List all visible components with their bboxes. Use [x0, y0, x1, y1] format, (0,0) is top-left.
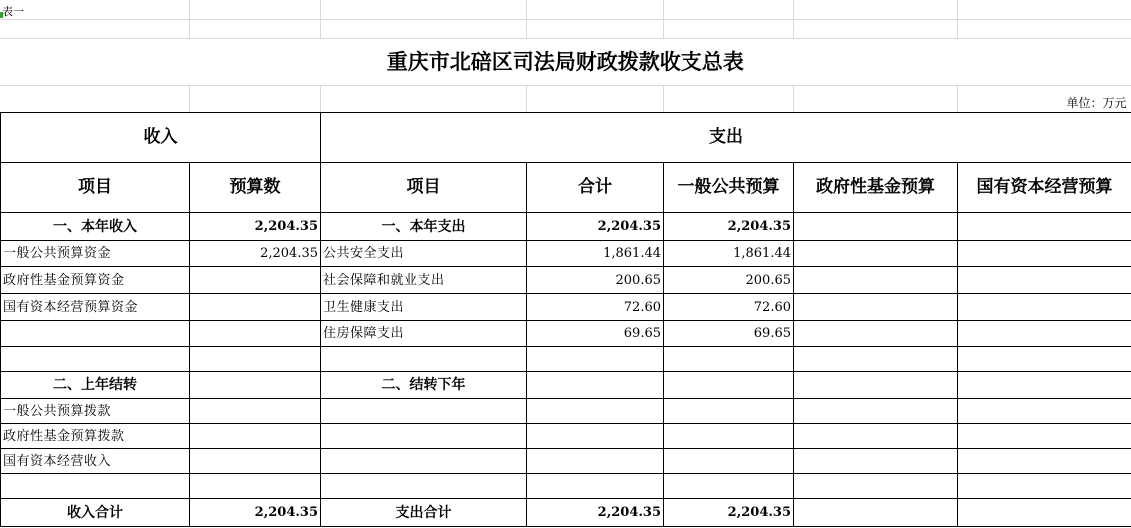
- income-item-cell[interactable]: [1, 321, 190, 347]
- cell[interactable]: [793, 0, 957, 19]
- expense-item-cell[interactable]: 卫生健康支出: [321, 294, 527, 321]
- gov-fund-cell[interactable]: [794, 267, 958, 294]
- total-cell[interactable]: 72.60: [527, 294, 664, 321]
- gov-fund-cell[interactable]: [794, 321, 958, 347]
- total-cell[interactable]: 2,204.35: [527, 499, 664, 527]
- gov-fund-cell[interactable]: [794, 241, 958, 267]
- income-item-cell[interactable]: 政府性基金预算拨款: [1, 424, 190, 449]
- table-row: [1, 474, 1131, 499]
- cell[interactable]: [0, 85, 189, 112]
- general-public-cell[interactable]: 1,861.44: [664, 241, 794, 267]
- gov-fund-cell[interactable]: [794, 347, 958, 372]
- gov-fund-cell[interactable]: [794, 499, 958, 527]
- table-tag: 表一: [2, 5, 24, 18]
- cell[interactable]: [320, 19, 526, 38]
- header-income[interactable]: 收入: [1, 113, 321, 163]
- cell[interactable]: [189, 19, 320, 38]
- general-public-cell[interactable]: [664, 347, 794, 372]
- income-item-cell[interactable]: 一般公共预算拨款: [1, 399, 190, 424]
- gov-fund-cell[interactable]: [794, 474, 958, 499]
- table-row: [1, 267, 1131, 294]
- page-title[interactable]: 重庆市北碚区司法局财政拨款收支总表: [0, 38, 1131, 85]
- table-row: [1, 372, 1131, 399]
- table-row: [1, 241, 1131, 267]
- general-public-cell[interactable]: [664, 474, 794, 499]
- state-capital-cell[interactable]: [958, 499, 1131, 527]
- gov-fund-cell[interactable]: [794, 424, 958, 449]
- cell[interactable]: [189, 0, 320, 19]
- table-row: [1, 424, 1131, 449]
- expense-item-cell[interactable]: 社会保障和就业支出: [321, 267, 527, 294]
- budget-table: [0, 112, 1131, 527]
- total-cell[interactable]: 200.65: [527, 267, 664, 294]
- cell[interactable]: [0, 19, 189, 38]
- general-public-cell[interactable]: [664, 399, 794, 424]
- header-budget[interactable]: 预算数: [190, 163, 321, 213]
- state-capital-cell[interactable]: [958, 372, 1131, 399]
- table-row: [1, 347, 1131, 372]
- cell[interactable]: [526, 19, 663, 38]
- expense-item-cell[interactable]: 住房保障支出: [321, 321, 527, 347]
- header-general-public[interactable]: 一般公共预算: [664, 163, 794, 213]
- table-row: [1, 499, 1131, 527]
- expense-item-cell[interactable]: [321, 424, 527, 449]
- state-capital-cell[interactable]: [958, 347, 1131, 372]
- header-total[interactable]: 合计: [527, 163, 664, 213]
- cell[interactable]: [663, 19, 793, 38]
- cell[interactable]: [0, 0, 189, 19]
- income-amount-cell[interactable]: [190, 321, 321, 347]
- table-row: [1, 399, 1131, 424]
- gov-fund-cell[interactable]: [794, 213, 958, 241]
- expense-item-cell[interactable]: 二、结转下年: [321, 372, 527, 399]
- header-item-expense[interactable]: 项目: [321, 163, 527, 213]
- expense-item-cell[interactable]: 公共安全支出: [321, 241, 527, 267]
- expense-item-cell[interactable]: [321, 449, 527, 474]
- total-cell[interactable]: [527, 372, 664, 399]
- income-amount-cell[interactable]: 2,204.35: [190, 213, 321, 241]
- income-amount-cell[interactable]: [190, 294, 321, 321]
- state-capital-cell[interactable]: [958, 267, 1131, 294]
- total-cell[interactable]: [527, 399, 664, 424]
- total-cell[interactable]: [527, 449, 664, 474]
- state-capital-cell[interactable]: [958, 424, 1131, 449]
- cell[interactable]: [663, 0, 793, 19]
- gov-fund-cell[interactable]: [794, 449, 958, 474]
- state-capital-cell[interactable]: [958, 294, 1131, 321]
- income-item-cell[interactable]: 二、上年结转: [1, 372, 190, 399]
- cell[interactable]: [320, 85, 526, 112]
- income-item-cell[interactable]: 国有资本经营收入: [1, 449, 190, 474]
- total-cell[interactable]: [527, 474, 664, 499]
- table-row: [1, 449, 1131, 474]
- income-amount-cell[interactable]: 2,204.35: [190, 241, 321, 267]
- table-row: [1, 213, 1131, 241]
- cell[interactable]: [526, 0, 663, 19]
- state-capital-cell[interactable]: [958, 321, 1131, 347]
- income-item-cell[interactable]: 国有资本经营预算资金: [1, 294, 190, 321]
- expense-item-cell[interactable]: [321, 399, 527, 424]
- table-row: [1, 294, 1131, 321]
- table-row: [1, 321, 1131, 347]
- expense-item-cell[interactable]: 一、本年支出: [321, 213, 527, 241]
- header-item[interactable]: 项目: [1, 163, 190, 213]
- unit-label[interactable]: 单位：万元: [957, 85, 1131, 112]
- cell[interactable]: [189, 85, 320, 112]
- income-item-cell[interactable]: [1, 347, 190, 372]
- header-state-capital[interactable]: 国有资本经营预算: [958, 163, 1131, 213]
- income-item-cell[interactable]: [1, 474, 190, 499]
- income-item-cell[interactable]: 一般公共预算资金: [1, 241, 190, 267]
- income-amount-cell[interactable]: [190, 267, 321, 294]
- header-expense[interactable]: 支出: [321, 113, 1131, 163]
- expense-item-cell[interactable]: [321, 474, 527, 499]
- gov-fund-cell[interactable]: [794, 399, 958, 424]
- gov-fund-cell[interactable]: [794, 372, 958, 399]
- general-public-cell[interactable]: 69.65: [664, 321, 794, 347]
- state-capital-cell[interactable]: [958, 241, 1131, 267]
- sheet-top: [0, 0, 1131, 113]
- cell[interactable]: [320, 0, 526, 19]
- general-public-cell[interactable]: 200.65: [664, 267, 794, 294]
- cell[interactable]: [793, 85, 957, 112]
- income-amount-cell[interactable]: [190, 347, 321, 372]
- header-gov-fund[interactable]: 政府性基金预算: [794, 163, 958, 213]
- income-amount-cell[interactable]: [190, 474, 321, 499]
- total-cell[interactable]: 1,861.44: [527, 241, 664, 267]
- income-item-cell[interactable]: 收入合计: [1, 499, 190, 527]
- income-item-cell[interactable]: 政府性基金预算资金: [1, 267, 190, 294]
- general-public-cell[interactable]: 72.60: [664, 294, 794, 321]
- income-item-cell[interactable]: 一、本年收入: [1, 213, 190, 241]
- cell[interactable]: [663, 85, 793, 112]
- total-cell[interactable]: 69.65: [527, 321, 664, 347]
- income-amount-cell[interactable]: [190, 424, 321, 449]
- expense-item-cell[interactable]: [321, 347, 527, 372]
- expense-item-cell[interactable]: 支出合计: [321, 499, 527, 527]
- state-capital-cell[interactable]: [958, 449, 1131, 474]
- general-public-cell[interactable]: [664, 424, 794, 449]
- total-cell[interactable]: 2,204.35: [527, 213, 664, 241]
- income-amount-cell[interactable]: [190, 372, 321, 399]
- income-amount-cell[interactable]: [190, 449, 321, 474]
- cell[interactable]: [793, 19, 957, 38]
- gov-fund-cell[interactable]: [794, 294, 958, 321]
- total-cell[interactable]: [527, 347, 664, 372]
- cell[interactable]: [957, 19, 1131, 38]
- general-public-cell[interactable]: [664, 372, 794, 399]
- general-public-cell[interactable]: 2,204.35: [664, 499, 794, 527]
- state-capital-cell[interactable]: [958, 474, 1131, 499]
- cell[interactable]: [526, 85, 663, 112]
- income-amount-cell[interactable]: [190, 399, 321, 424]
- cell[interactable]: [957, 0, 1131, 19]
- state-capital-cell[interactable]: [958, 213, 1131, 241]
- total-cell[interactable]: [527, 424, 664, 449]
- general-public-cell[interactable]: [664, 449, 794, 474]
- state-capital-cell[interactable]: [958, 399, 1131, 424]
- income-amount-cell[interactable]: 2,204.35: [190, 499, 321, 527]
- general-public-cell[interactable]: 2,204.35: [664, 213, 794, 241]
